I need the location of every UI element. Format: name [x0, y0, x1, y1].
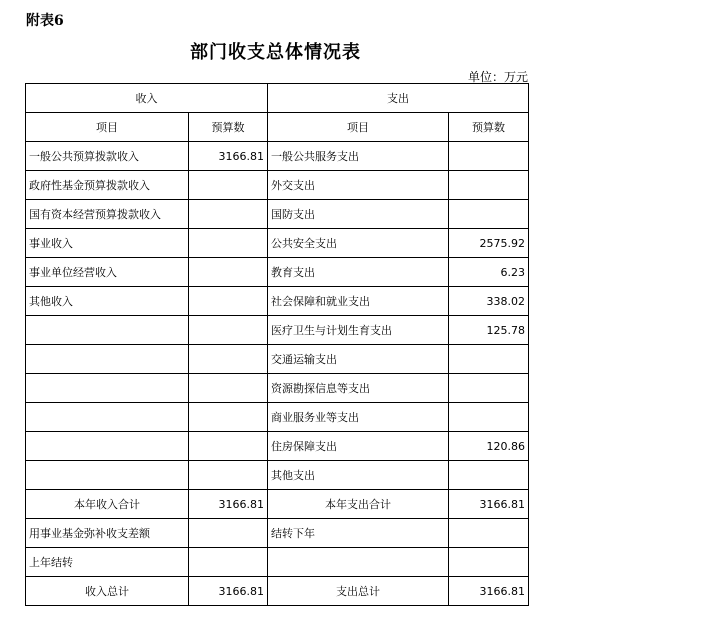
expense-group-header: 支出: [268, 84, 529, 113]
expense-amount-cell: [449, 171, 529, 200]
income-item-cell: 一般公共预算拨款收入: [26, 142, 189, 171]
expense-amount-cell: 338.02: [449, 287, 529, 316]
income-amount-header: 预算数: [189, 113, 268, 142]
income-item-cell: 事业收入: [26, 229, 189, 258]
expense-item-cell: 外交支出: [268, 171, 449, 200]
table-row: [26, 287, 529, 316]
expense-amount-cell: [449, 142, 529, 171]
income-item-cell: 上年结转: [26, 548, 189, 577]
income-amount-cell: [189, 258, 268, 287]
expense-amount-cell: [449, 345, 529, 374]
income-item-cell: 用事业基金弥补收支差额: [26, 519, 189, 548]
expense-amount-cell: [449, 403, 529, 432]
income-total-label: 收入总计: [26, 577, 189, 606]
table-row: [26, 548, 529, 577]
income-amount-cell: 3166.81: [189, 142, 268, 171]
income-amount-cell: [189, 200, 268, 229]
income-group-header: 收入: [26, 84, 268, 113]
income-amount-cell: [189, 403, 268, 432]
income-amount-cell: [189, 461, 268, 490]
page-title: 部门收支总体情况表: [190, 42, 361, 63]
expense-amount-header: 预算数: [449, 113, 529, 142]
income-amount-cell: [189, 229, 268, 258]
table-row: [26, 403, 529, 432]
income-subtotal-amount: 3166.81: [189, 490, 268, 519]
income-amount-cell: [189, 316, 268, 345]
expense-item-cell: 资源勘探信息等支出: [268, 374, 449, 403]
income-item-cell: [26, 316, 189, 345]
table-row: [26, 519, 529, 548]
expense-subtotal-label: 本年支出合计: [268, 490, 449, 519]
income-item-cell: [26, 461, 189, 490]
expense-amount-cell: [449, 519, 529, 548]
expense-item-cell: 住房保障支出: [268, 432, 449, 461]
expense-amount-cell: 120.86: [449, 432, 529, 461]
income-item-cell: 政府性基金预算拨款收入: [26, 171, 189, 200]
expense-item-cell: 交通运输支出: [268, 345, 449, 374]
expense-item-header: 项目: [268, 113, 449, 142]
expense-item-cell: 一般公共服务支出: [268, 142, 449, 171]
expense-amount-cell: [449, 200, 529, 229]
income-item-cell: 国有资本经营预算拨款收入: [26, 200, 189, 229]
income-item-cell: [26, 403, 189, 432]
table-row: [26, 461, 529, 490]
table-row: [26, 316, 529, 345]
unit-label: 单位：万元: [467, 70, 528, 84]
expense-amount-cell: [449, 461, 529, 490]
subtotal-row: [26, 490, 529, 519]
income-amount-cell: [189, 345, 268, 374]
expense-total-label: 支出总计: [268, 577, 449, 606]
expense-item-cell: 社会保障和就业支出: [268, 287, 449, 316]
expense-total-amount: 3166.81: [449, 577, 529, 606]
table-row: [26, 142, 529, 171]
expense-amount-cell: [449, 548, 529, 577]
expense-amount-cell: 125.78: [449, 316, 529, 345]
income-amount-cell: [189, 432, 268, 461]
income-item-cell: [26, 432, 189, 461]
income-item-header: 项目: [26, 113, 189, 142]
income-item-cell: 其他收入: [26, 287, 189, 316]
table-row: [26, 200, 529, 229]
expense-item-cell: 教育支出: [268, 258, 449, 287]
column-header-row: [26, 113, 529, 142]
expense-amount-cell: 6.23: [449, 258, 529, 287]
income-amount-cell: [189, 171, 268, 200]
expense-amount-cell: [449, 374, 529, 403]
income-amount-cell: [189, 374, 268, 403]
expense-item-cell: 国防支出: [268, 200, 449, 229]
expense-item-cell: 结转下年: [268, 519, 449, 548]
income-total-amount: 3166.81: [189, 577, 268, 606]
expense-item-cell: 其他支出: [268, 461, 449, 490]
income-amount-cell: [189, 548, 268, 577]
table-row: [26, 432, 529, 461]
income-item-cell: [26, 345, 189, 374]
table-row: [26, 374, 529, 403]
expense-item-cell: 商业服务业等支出: [268, 403, 449, 432]
table-row: [26, 345, 529, 374]
income-amount-cell: [189, 287, 268, 316]
income-item-cell: 事业单位经营收入: [26, 258, 189, 287]
budget-table: [25, 83, 529, 606]
expense-item-cell: 医疗卫生与计划生育支出: [268, 316, 449, 345]
expense-item-cell: [268, 548, 449, 577]
expense-amount-cell: 2575.92: [449, 229, 529, 258]
expense-subtotal-amount: 3166.81: [449, 490, 529, 519]
income-subtotal-label: 本年收入合计: [26, 490, 189, 519]
expense-item-cell: 公共安全支出: [268, 229, 449, 258]
attachment-label: 附表6: [26, 13, 64, 29]
grand-total-row: [26, 577, 529, 606]
income-item-cell: [26, 374, 189, 403]
group-header-row: [26, 84, 529, 113]
table-row: [26, 258, 529, 287]
table-row: [26, 229, 529, 258]
income-amount-cell: [189, 519, 268, 548]
table-row: [26, 171, 529, 200]
